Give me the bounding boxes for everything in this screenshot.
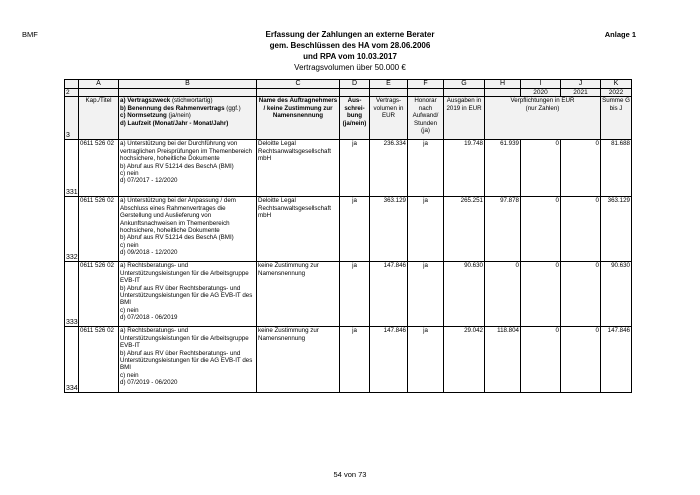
table-row [65,262,632,327]
header-left: BMF [22,30,38,39]
sum-cell: 81.688 [601,140,632,197]
fee-cell: ja [408,140,444,197]
header-b2: b) Benennung des Rahmenvertrags [120,104,225,112]
sum-cell: 90.630 [601,262,632,327]
header-sum: Summe G bis J [601,97,632,140]
description-cell [119,140,257,197]
payments-table [64,79,632,393]
header-b4: d) Laufzeit (Monat/Jahr - Monat/Jahr) [120,119,229,127]
description-cell [119,197,257,262]
col-letter-b: B [119,80,257,89]
obligation-j-cell: 0 [561,327,601,393]
obligation-i-cell: 0 [521,262,561,327]
header-b1-note: (stichwortartig) [171,97,213,105]
header-b3: c) Normsetzung [120,112,167,120]
sum-cell: 363.129 [601,197,632,262]
title-line-2: gem. Beschlüssen des HA vom 28.06.2006 [269,41,431,50]
contractor-cell: keine Zustimmung zur Namensnennung [257,262,340,327]
fee-cell: ja [408,197,444,262]
header-tender: Aus-schrei-bung (ja/nein) [340,97,370,140]
col-letter-f: F [408,80,444,89]
obligation-j-cell: 0 [561,140,601,197]
description-cell [119,327,257,393]
table-row [65,327,632,393]
description-cell [119,262,257,327]
row-number: 334 [65,327,79,393]
col-letter-h: H [485,80,521,89]
desc-d: d) 07/2019 - 06/2020 [120,379,178,387]
year-2021: 2021 [561,89,601,97]
col-letter-e: E [370,80,408,89]
empty-cell [408,89,444,97]
fee-cell: ja [408,327,444,393]
desc-a: a) Unterstützung bei der Anpassung / dem Abschluss eines Rahmenvertrages die Gerstellung und Auslieferung von Ankunftsnachweisen im Themenbereich hochsichere, hoheitliche Dokumente [120,197,236,235]
header-b3-note: (ja/nein) [168,112,191,120]
header-obligations-sub: (nur Zahlen) [525,104,560,112]
header-b1: a) Vertragszweck [120,97,171,105]
col-letter-d: D [340,80,370,89]
col-letter-k: K [601,80,632,89]
desc-c: c) nein [120,306,139,314]
col-letter-c: C [257,80,340,89]
empty-cell [370,89,408,97]
page-number: 54 von 73 [333,470,367,479]
year-2020: 2020 [521,89,561,97]
desc-d: d) 07/2018 - 06/2019 [120,314,178,322]
desc-b: b) Abruf aus RV 51214 des BeschA (BMI) [120,234,234,242]
obligation-j-cell: 0 [561,262,601,327]
expenses-cell: 19.748 [444,140,485,197]
col-letter-j: J [561,80,601,89]
empty-cell [257,89,340,97]
sum-cell: 147.846 [601,327,632,393]
desc-d: d) 09/2018 - 12/2020 [120,249,178,257]
table-row [65,140,632,197]
contractor-cell: keine Zustimmung zur Namensnennung [257,327,340,393]
expenses-cell: 29.042 [444,327,485,393]
year-2022: 2022 [601,89,632,97]
header-kap-titel: Kap./Titel [79,97,119,140]
obligation-h-cell: 0 [485,262,521,327]
expenses-cell: 265.251 [444,197,485,262]
kap-titel-cell: 0611 526 02 [79,140,119,197]
header-contractor: Name des Auftragnehmers / keine Zustimmung zur Namensnennung [257,97,340,140]
corner-cell [65,80,79,89]
desc-b: b) Abruf aus RV über Rechtsberatungs- und Unterstützungsleistungen für die AG EVB-IT des BMI [120,284,253,307]
empty-cell [485,89,521,97]
obligation-i-cell: 0 [521,197,561,262]
empty-cell [119,89,257,97]
row-number: 331 [65,140,79,197]
desc-c: c) nein [120,170,139,178]
years-row [65,89,632,97]
header-obligations [485,97,601,140]
desc-a: a) Rechtsberatungs- und Unterstützungsleistungen für die Arbeitsgruppe EVB-IT [120,262,249,285]
title-line-1: Erfassung der Zahlungen an externe Berater [265,30,435,39]
row-number: 3 [65,97,79,140]
tender-cell: ja [340,327,370,393]
expenses-cell: 90.630 [444,262,485,327]
desc-b: b) Abruf aus RV über Rechtsberatungs- und Unterstützungsleistungen für die AG EVB-IT des BMI [120,349,253,372]
obligation-h-cell: 61.939 [485,140,521,197]
header-contract-volume: Vertrags-volumen in EUR [370,97,408,140]
volume-cell: 236.334 [370,140,408,197]
header-expenses-2019: Ausgaben in 2019 in EUR [444,97,485,140]
kap-titel-cell: 0611 526 02 [79,197,119,262]
fee-cell: ja [408,262,444,327]
col-letter-g: G [444,80,485,89]
volume-cell: 363.129 [370,197,408,262]
obligation-h-cell: 118.804 [485,327,521,393]
title-subtitle: Vertragsvolumen über 50.000 € [294,63,406,72]
empty-cell [340,89,370,97]
header-description [119,97,257,140]
empty-cell [444,89,485,97]
col-letter-i: I [521,80,561,89]
kap-titel-cell: 0611 526 02 [79,262,119,327]
volume-cell: 147.846 [370,262,408,327]
title-line-3: und RPA vom 10.03.2017 [303,52,397,61]
attachment-label: Anlage 1 [604,30,636,39]
tender-cell: ja [340,262,370,327]
contractor-cell: Deloitte Legal Rechtsanwaltsgesellschaft mbH [257,197,340,262]
header-fee: Honorar nach Aufwand/ Stunden (ja) [408,97,444,140]
empty-cell [79,89,119,97]
header-b2-note: (ggf.) [226,104,241,112]
obligation-h-cell: 97.878 [485,197,521,262]
column-letters-row [65,80,632,89]
header-obligations-title: Verpflichtungen in EUR [510,97,575,105]
header-row [65,97,632,140]
row-number: 2 [65,89,79,97]
desc-a: a) Unterstützung bei der Durchführung von vertraglichen Preisprüfungen im Themenbereich hochsichere, hoheitliche Dokumente [120,140,252,163]
desc-b: b) Abruf aus RV 51214 des BeschA (BMI) [120,162,234,170]
row-number: 333 [65,262,79,327]
table-row [65,197,632,262]
obligation-j-cell: 0 [561,197,601,262]
row-number: 332 [65,197,79,262]
page-title [0,29,700,73]
kap-titel-cell: 0611 526 02 [79,327,119,393]
obligation-i-cell: 0 [521,140,561,197]
desc-c: c) nein [120,371,139,379]
desc-c: c) nein [120,241,139,249]
desc-a: a) Rechtsberatungs- und Unterstützungsleistungen für die Arbeitsgruppe EVB-IT [120,327,249,350]
contractor-cell: Deloitte Legal Rechtsanwaltsgesellschaft mbH [257,140,340,197]
desc-d: d) 07/2017 - 12/2020 [120,177,178,185]
tender-cell: ja [340,197,370,262]
obligation-i-cell: 0 [521,327,561,393]
volume-cell: 147.846 [370,327,408,393]
tender-cell: ja [340,140,370,197]
col-letter-a: A [79,80,119,89]
